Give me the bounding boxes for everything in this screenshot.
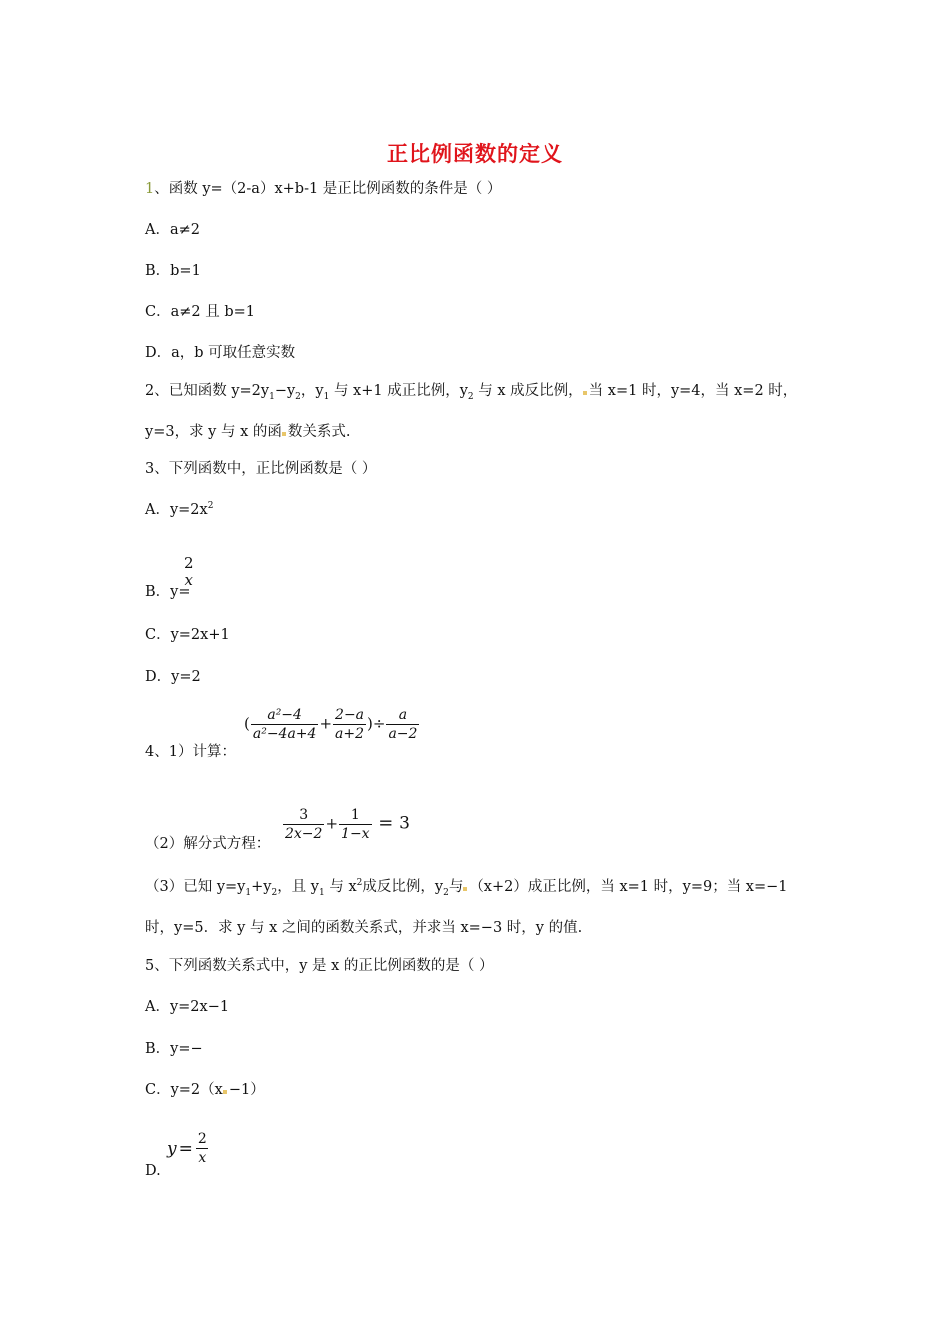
question-4-part-3-line-1: （3）已知 $y=y_1+y_2$，且 $y_1$ 与 $x^2$成反比例，$y_2$与 （x+2）成正比例，当 x=1 时，y=9；当 x=−1 <box>145 878 788 898</box>
q4-part-2-equation: $\frac{3}{2x-2}$ + $\frac{1}{1-x}$ = 3 <box>285 807 410 842</box>
q4-text: +y <box>251 879 272 895</box>
q2-text: 与 x+1 成正比例，y <box>329 383 468 399</box>
q4-text: ，且 y <box>277 879 319 895</box>
equation-rhs: 3 <box>399 813 410 834</box>
fraction-denominator: x <box>198 1150 207 1166</box>
highlight-mark <box>583 391 587 395</box>
highlight-mark <box>282 432 286 436</box>
fraction-denominator: a−2 <box>388 726 418 742</box>
fraction-numerator: a²−4 <box>267 707 302 723</box>
q2-text: 数关系式. <box>287 424 351 440</box>
fraction <box>283 807 324 842</box>
q2-text: 与 x 成反比例， <box>473 383 583 399</box>
q3-option-c: C．y=2x+1 <box>145 627 230 643</box>
question-4-part-2-label: （2）解分式方程： <box>145 836 271 852</box>
fraction-denominator: 2x−2 <box>285 826 323 842</box>
fraction <box>333 707 366 742</box>
fraction-numerator: 2 <box>184 554 194 572</box>
fraction-numerator: 3 <box>299 807 309 823</box>
q4-text: 与 <box>448 879 464 895</box>
question-2-line-2 <box>145 422 350 442</box>
q3-option-b-fraction <box>184 555 194 589</box>
fraction <box>196 1131 209 1166</box>
question-2-line-1: 2、已知函数 $y=2y_1-y_2$，$y_1$ 与 x+1 成正比例，$y_2$ 与 x 成反比例， 当 x=1 时，y=4，当 x=2 时， <box>145 383 798 402</box>
q5-option-d-equation: y = $\frac{2}{x}$ <box>167 1131 207 1166</box>
q4-part-1-expression: ( $\frac{\text{a²−4}}{\text{a²−4a+4}}$ + $\frac{2-a}{a+2}$ )÷ $\frac{a}{a-2}$ <box>244 707 418 742</box>
exponent: 2 <box>207 501 214 512</box>
q5-option-c-text: −1） <box>228 1082 265 1098</box>
q4-text: 成反比例，y <box>362 879 444 895</box>
q1-option-b: B．b=1 <box>145 263 201 279</box>
q5-option-d: D. <box>145 1163 161 1179</box>
highlight-mark <box>463 887 467 891</box>
q4-text: （x+2）成正比例，当 x=1 时，y=9；当 x=−1 <box>469 879 788 895</box>
q3-option-a <box>145 500 213 520</box>
q5-option-b: B．y=− <box>145 1041 203 1057</box>
q1-option-c: C．a≠2 且 b=1 <box>145 304 255 320</box>
q3-option-a-text: A．y=2x <box>145 502 208 518</box>
question-4-part-3-line-2: 时，y=5．求 y 与 x 之间的函数关系式，并求当 x=−3 时，y 的值. <box>145 920 583 936</box>
question-1 <box>145 179 501 199</box>
q5-option-c <box>145 1080 265 1100</box>
q3-option-d: D．y=2 <box>145 669 201 685</box>
q2-text: 2、已知函数 y=2y <box>145 383 270 399</box>
page-title: 正比例函数的定义 <box>387 141 563 166</box>
fraction <box>386 707 419 742</box>
q3-option-b-text: B．y= <box>145 584 191 600</box>
fraction <box>339 807 372 842</box>
question-3: 3、下列函数中，正比例函数是（ ） <box>145 461 377 477</box>
q4-text: 与 x <box>324 879 357 895</box>
q2-text: 当 x=1 时，y=4，当 x=2 时， <box>588 383 798 399</box>
fraction-numerator: 1 <box>350 807 360 823</box>
fraction <box>251 707 319 742</box>
fraction-numerator: 2 <box>197 1131 207 1147</box>
q4-text: （3）已知 y=y <box>145 879 246 895</box>
fraction-denominator: a+2 <box>335 726 365 742</box>
q1-option-a: A．a≠2 <box>145 222 200 238</box>
q2-text: ，y <box>300 383 324 399</box>
question-1-number: 1 <box>145 181 155 197</box>
question-5: 5、下列函数关系式中，y 是 x 的正比例函数的是（ ） <box>145 958 494 974</box>
fraction-numerator: a <box>398 707 408 723</box>
question-4-part-1-label: 4、1）计算： <box>145 744 236 760</box>
q2-text: y=3，求 y 与 x 的函 <box>145 424 282 440</box>
fraction-numerator: 2−a <box>335 707 365 723</box>
q2-text: −y <box>274 383 296 399</box>
fraction-denominator: 1−x <box>341 826 370 842</box>
variable: y <box>167 1138 177 1159</box>
fraction-denominator: x <box>184 571 193 589</box>
q1-option-d: D．a，b 可取任意实数 <box>145 345 296 361</box>
q5-option-a: A．y=2x−1 <box>145 999 230 1015</box>
fraction-denominator: a²−4a+4 <box>252 726 317 742</box>
highlight-mark <box>223 1090 227 1094</box>
question-1-text: 、函数 y=（2-a）x+b-1 是正比例函数的条件是（ ） <box>154 181 502 197</box>
q5-option-c-text: C．y=2（x <box>145 1082 223 1098</box>
